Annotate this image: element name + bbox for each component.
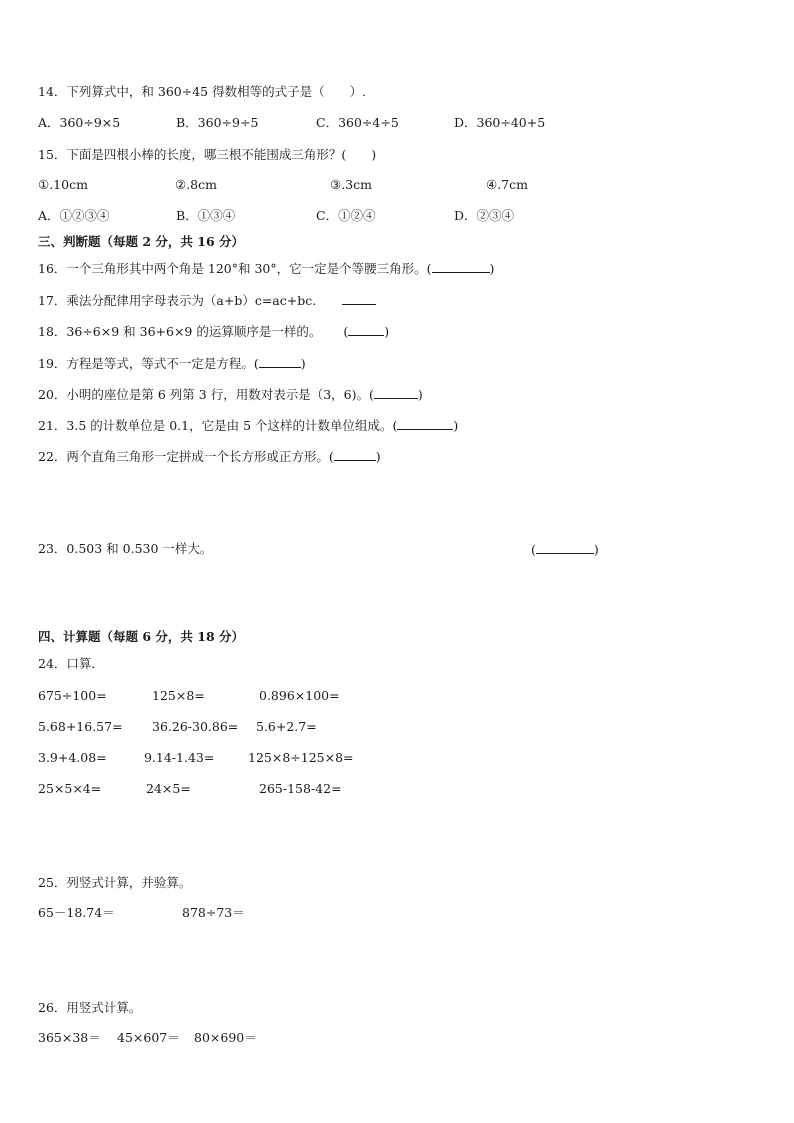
q14-option-d: D．360÷40+5 — [454, 115, 546, 130]
q23-text: 23．0.503 和 0.530 一样大。 — [38, 541, 213, 556]
q15-stem: 15．下面是四根小棒的长度，哪三根不能围成三角形？( ) — [38, 147, 377, 162]
q15-stick-1: ①.10cm — [38, 177, 88, 192]
q24-expr: 265-158-42= — [259, 781, 342, 796]
q17-line — [38, 292, 376, 309]
q22-close-paren: ) — [375, 449, 381, 464]
section4-heading: 四、计算题（每题 6 分，共 18 分） — [38, 629, 245, 644]
q16-line — [38, 260, 494, 277]
q24-expr: 25×5×4= — [38, 781, 102, 796]
q23-answer-blank[interactable] — [536, 541, 594, 554]
q14-stem: 14．下列算式中，和 360÷45 得数相等的式子是（ ）. — [38, 84, 367, 99]
q19-close-paren: ) — [300, 356, 306, 371]
q19-text: 19．方程是等式，等式不一定是方程。( — [38, 356, 259, 371]
q26-expr: 80×690＝ — [194, 1030, 257, 1045]
q15-option-a: A．①②③④ — [38, 208, 110, 223]
q24-expr: 9.14-1.43= — [144, 750, 215, 765]
q26-expr: 365×38＝ — [38, 1030, 101, 1045]
q16-text: 16．一个三角形其中两个角是 120°和 30°，它一定是个等腰三角形。( — [38, 261, 432, 276]
q24-expr: 24×5= — [146, 781, 191, 796]
q18-open-paren: ( — [343, 324, 349, 339]
q15-stick-2: ②.8cm — [175, 177, 217, 192]
q24-expr: 36.26-30.86= — [152, 719, 239, 734]
q15-stick-4: ④.7cm — [486, 177, 528, 192]
q24-expr: 125×8= — [152, 688, 205, 703]
q19-line — [38, 355, 306, 372]
q24-expr: 0.896×100= — [259, 688, 340, 703]
q20-line — [38, 386, 423, 403]
q25-expr: 65－18.74＝ — [38, 905, 115, 920]
q25-expr: 878÷73＝ — [182, 905, 245, 920]
q15-option-d: D．②③④ — [454, 208, 515, 223]
q14-option-c: C．360÷4÷5 — [316, 115, 399, 130]
q21-answer-blank[interactable] — [397, 417, 453, 430]
q20-text: 20．小明的座位是第 6 列第 3 行，用数对表示是（3，6)。( — [38, 387, 374, 402]
q23-close-paren: ) — [593, 542, 599, 557]
q24-stem: 24．口算． — [38, 656, 104, 671]
q21-close-paren: ) — [453, 418, 459, 433]
q15-stick-3: ③.3cm — [330, 177, 372, 192]
q23-open-paren: ( — [531, 542, 536, 557]
q24-expr: 5.68+16.57= — [38, 719, 123, 734]
q20-close-paren: ) — [417, 387, 423, 402]
q26-expr: 45×607＝ — [117, 1030, 180, 1045]
q22-text: 22．两个直角三角形一定拼成一个长方形或正方形。( — [38, 449, 334, 464]
q25-stem: 25．列竖式计算，并验算。 — [38, 875, 192, 890]
q17-text: 17．乘法分配律用字母表示为（a+b）c=ac+bc. — [38, 293, 317, 308]
q18-close-paren: ) — [384, 324, 390, 339]
q24-expr: 675÷100= — [38, 688, 107, 703]
q21-text: 21．3.5 的计数单位是 0.1，它是由 5 个这样的计数单位组成。( — [38, 418, 398, 433]
q17-answer-blank[interactable] — [342, 292, 376, 305]
q19-answer-blank[interactable] — [259, 355, 301, 368]
q24-expr: 125×8÷125×8= — [248, 750, 354, 765]
q22-line — [38, 448, 381, 465]
q14-option-a: A．360÷9×5 — [38, 115, 121, 130]
q15-option-b: B．①③④ — [176, 208, 236, 223]
q15-option-c: C．①②④ — [316, 208, 376, 223]
q26-stem: 26．用竖式计算。 — [38, 1000, 142, 1015]
q14-option-b: B．360÷9÷5 — [176, 115, 259, 130]
section3-heading: 三、判断题（每题 2 分，共 16 分） — [38, 234, 245, 249]
q21-line — [38, 417, 458, 434]
q18-text: 18．36÷6×9 和 36+6×9 的运算顺序是一样的。 — [38, 324, 322, 339]
q20-answer-blank[interactable] — [374, 386, 418, 399]
q24-expr: 3.9+4.08= — [38, 750, 107, 765]
q24-expr: 5.6+2.7= — [256, 719, 317, 734]
q16-close-paren: ) — [489, 261, 495, 276]
q18-answer-blank[interactable] — [348, 323, 384, 336]
q23-answer — [531, 541, 599, 558]
q18-line — [38, 323, 389, 340]
q16-answer-blank[interactable] — [432, 260, 490, 273]
q22-answer-blank[interactable] — [334, 448, 376, 461]
